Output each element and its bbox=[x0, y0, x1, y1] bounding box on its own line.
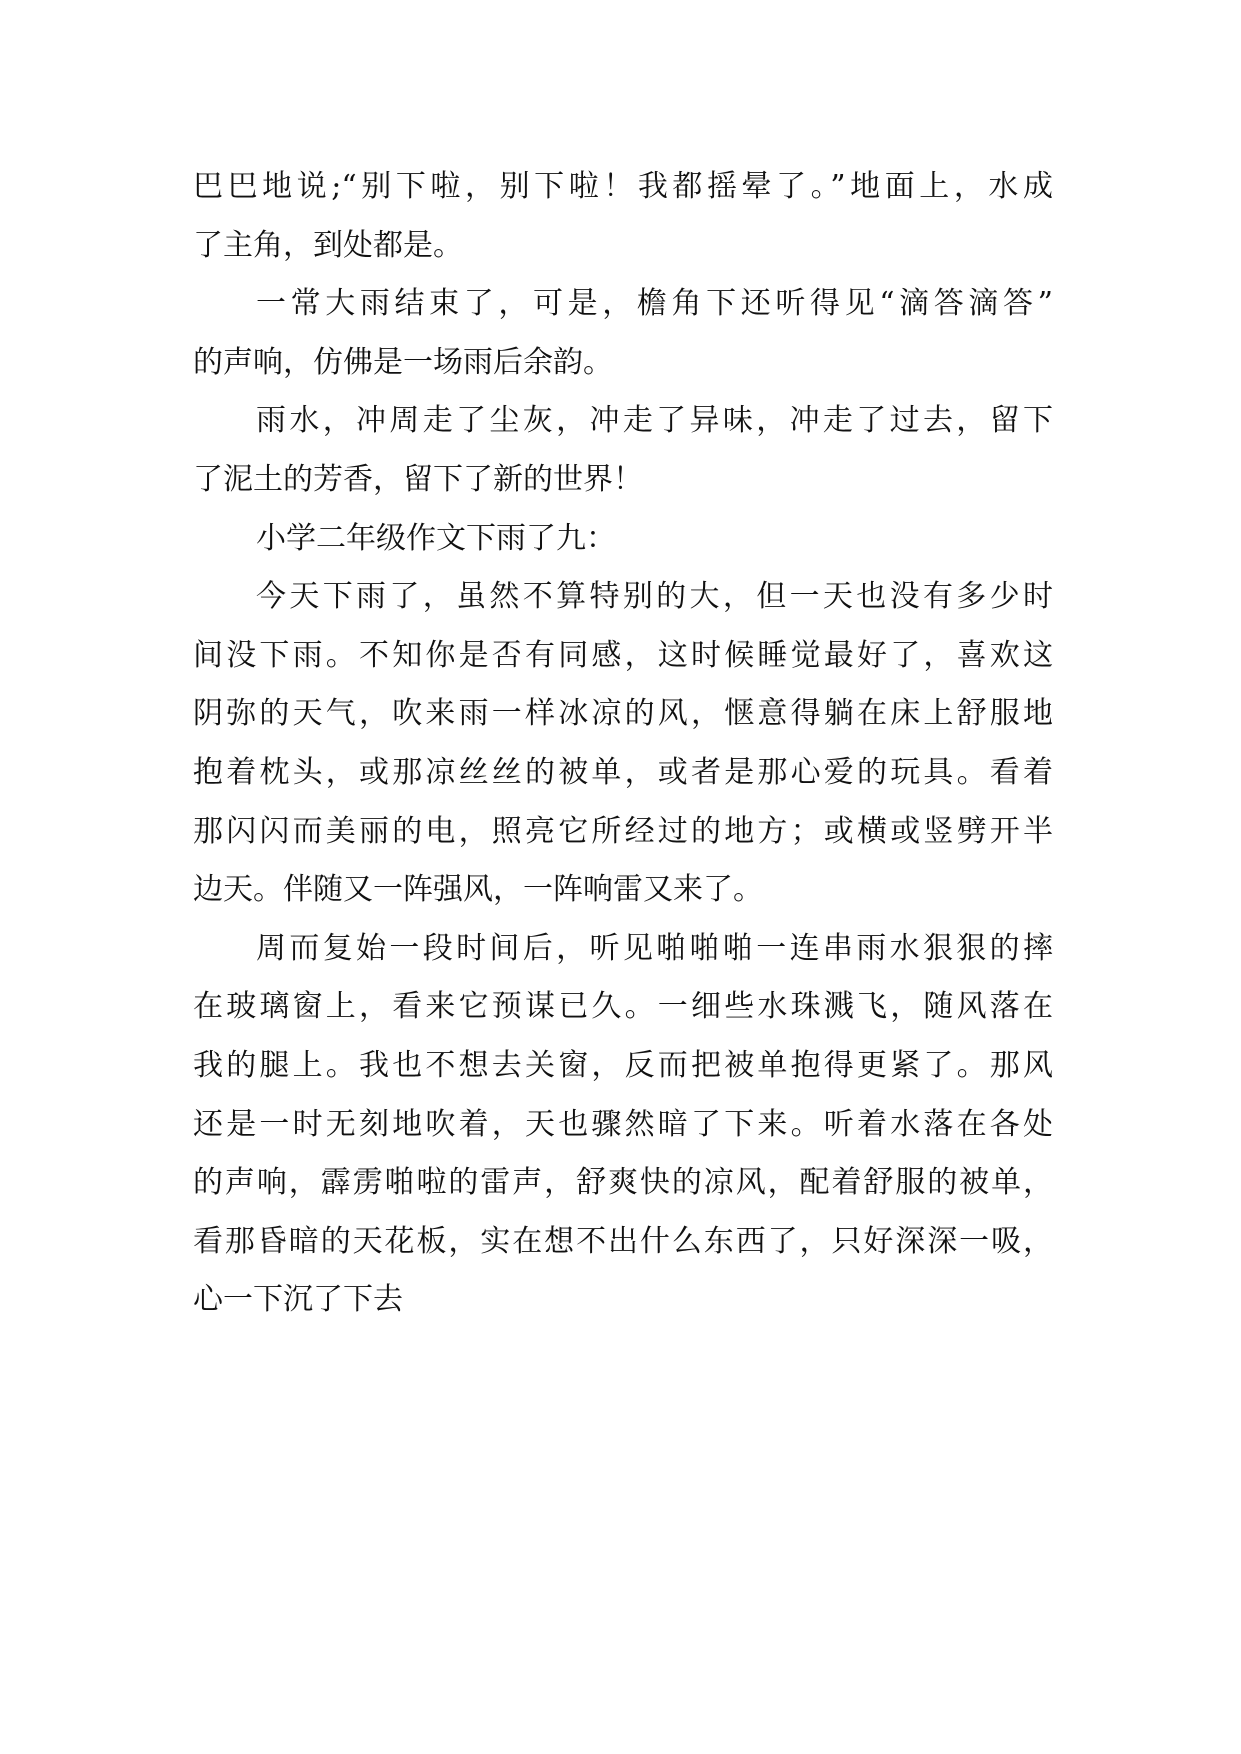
text-line: 看那昏暗的天花板，实在想不出什么东西了，只好深深一吸， bbox=[193, 1223, 1053, 1259]
paragraph bbox=[193, 392, 1053, 509]
text-line: 的声响，仿佛是一场雨后余韵。 bbox=[193, 344, 613, 380]
text-line: 一常大雨结束了，可是，檐角下还听得见“滴答滴答” bbox=[256, 286, 1053, 322]
essay-body bbox=[193, 158, 1053, 1330]
text-line: 雨水，冲周走了尘灰，冲走了异味，冲走了过去，留下 bbox=[256, 403, 1053, 439]
paragraph bbox=[193, 920, 1053, 1330]
text-line: 了主角，到处都是。 bbox=[193, 227, 463, 263]
text-line: 我的腿上。我也不想去关窗，反而把被单抱得更紧了。那风 bbox=[193, 1047, 1053, 1083]
section-heading bbox=[193, 510, 1053, 569]
text-line: 边天。伴随又一阵强风，一阵响雷又来了。 bbox=[193, 872, 763, 908]
paragraph bbox=[193, 158, 1053, 275]
text-line: 阴弥的天气，吹来雨一样冰凉的风，惬意得躺在床上舒服地 bbox=[193, 696, 1053, 732]
text-line: 小学二年级作文下雨了九： bbox=[256, 520, 616, 556]
text-line: 周而复始一段时间后，听见啪啪啪一连串雨水狠狠的摔 bbox=[256, 930, 1053, 966]
text-line: 在玻璃窗上，看来它预谋已久。一细些水珠溅飞，随风落在 bbox=[193, 989, 1053, 1025]
text-line: 抱着枕头，或那凉丝丝的被单，或者是那心爱的玩具。看着 bbox=[193, 754, 1053, 790]
text-line: 今天下雨了，虽然不算特别的大，但一天也没有多少时 bbox=[256, 579, 1053, 615]
text-line: 巴巴地说;“别下啦，别下啦！我都摇晕了。”地面上，水成 bbox=[193, 169, 1053, 204]
text-line: 间没下雨。不知你是否有同感，这时候睡觉最好了，喜欢这 bbox=[193, 637, 1053, 673]
paragraph bbox=[193, 568, 1053, 920]
text-line: 了泥土的芳香，留下了新的世界！ bbox=[193, 461, 643, 497]
text-line: 心一下沉了下去 bbox=[193, 1282, 403, 1318]
text-line: 的声响，霹雳啪啦的雷声，舒爽快的凉风，配着舒服的被单， bbox=[193, 1165, 1053, 1201]
paragraph bbox=[193, 275, 1053, 392]
text-line: 还是一时无刻地吹着，天也骤然暗了下来。听着水落在各处 bbox=[193, 1106, 1053, 1142]
text-line: 那闪闪而美丽的电，照亮它所经过的地方；或横或竖劈开半 bbox=[193, 813, 1053, 849]
